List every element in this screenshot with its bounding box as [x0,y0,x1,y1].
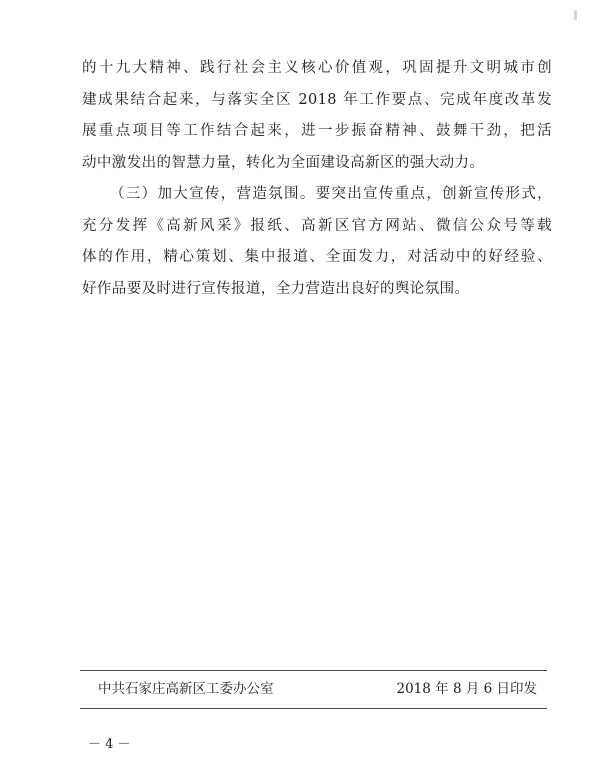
scan-mark [574,10,577,20]
document-body [82,53,552,305]
issuer-name: 中共石家庄高新区工委办公室 [98,681,274,697]
body-line: 建成果结合起来，与落实全区 2018 年工作要点、完成年度改革发 [82,91,552,108]
body-line: 动中激发出的智慧力量，转化为全面建设高新区的强大动力。 [82,154,485,171]
print-date: 2018 年 8 月 6 日印发 [396,681,537,697]
body-line: 充分发挥《高新风采》报纸、高新区官方网站、微信公众号等载 [82,217,552,234]
page-number: － 4 － [88,737,131,752]
footer-top-rule [80,670,547,671]
body-line: 展重点项目等工作结合起来，进一步振奋精神、鼓舞干劲，把活 [82,123,552,139]
section-heading-line: （三）加大宣传，营造氛围。要突出宣传重点，创新宣传形式， [110,186,552,202]
body-line: 的十九大精神、践行社会主义核心价值观，巩固提升文明城市创 [82,60,552,76]
body-line: 好作品要及时进行宣传报道，全力营造出良好的舆论氛围。 [82,280,470,297]
footer-bottom-rule [80,708,547,709]
body-line: 体的作用，精心策划、集中报道、全面发力，对活动中的好经验、 [82,249,552,265]
